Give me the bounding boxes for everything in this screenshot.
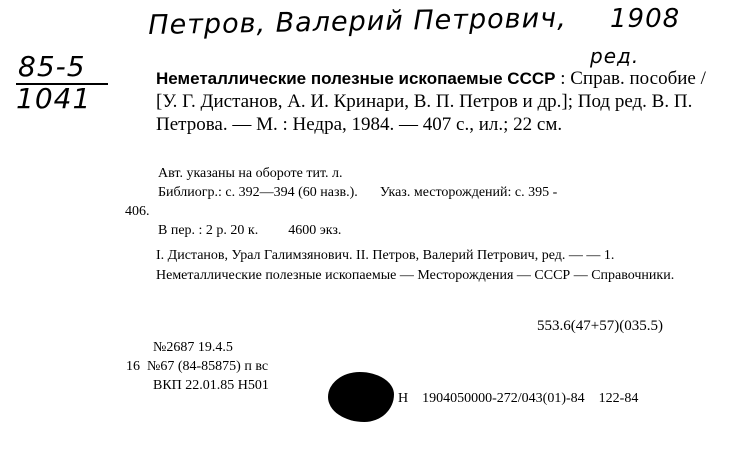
udc-classification: 553.6(47+57)(035.5) bbox=[537, 318, 663, 334]
handwritten-number: 1041 bbox=[16, 82, 92, 115]
service-row-2 bbox=[126, 357, 269, 376]
ink-blot bbox=[328, 372, 394, 422]
authors-note: Авт. указаны на обороте тит. л. bbox=[158, 166, 343, 181]
handwritten-role: ред. bbox=[590, 44, 640, 68]
handwritten-name: Петров, Валерий Петрович, bbox=[148, 2, 567, 41]
print-run: 4600 экз. bbox=[288, 223, 342, 238]
vkp-line: ВКП 22.01.85 Н501 bbox=[153, 378, 269, 393]
deposit-index-note: Указ. месторождений: с. 395 - bbox=[379, 185, 558, 200]
footer-code-line bbox=[398, 391, 638, 407]
bibliographic-entry bbox=[126, 67, 726, 136]
entry-title: Неметаллические полезные ископаемые СССР bbox=[156, 69, 556, 88]
handwritten-shelf-code: 85-5 bbox=[18, 50, 86, 83]
bibliography-note: Библиогр.: с. 392—394 (60 назв.). bbox=[158, 185, 358, 200]
footer-pages: 122-84 bbox=[598, 391, 639, 406]
handwritten-year: 1908 bbox=[610, 4, 681, 34]
notes-row-bibliography bbox=[158, 183, 557, 202]
footer-letter: Н bbox=[398, 391, 409, 406]
service-registration: №67 (84-85875) п вс bbox=[147, 359, 269, 374]
notes-row-price bbox=[158, 221, 557, 240]
tracing-text: I. Дистанов, Урал Галимзянович. II. Петров, Валерий Петрович, ред. — — 1. Неметаллические полезные ископаемые — Месторождения — СССР — Справочники. bbox=[156, 248, 675, 283]
notes-block bbox=[125, 164, 558, 240]
service-count: 16 bbox=[126, 359, 140, 374]
service-block bbox=[126, 338, 269, 395]
entry-description: : Справ. пособие / [У. Г. Дистанов, А. И. Кринари, В. П. Петров и др.]; Под ред. В. П. Петрова. — М. : Недра, 1984. — 407 с., ил.; 22 см. bbox=[156, 68, 706, 135]
footer-code: 1904050000-272/043(01)-84 bbox=[422, 391, 585, 406]
card-number: №2687 19.4.5 bbox=[153, 340, 233, 355]
binding-price: В пер. : 2 р. 20 к. bbox=[158, 223, 259, 238]
deposit-index-continuation: 406. bbox=[125, 204, 150, 219]
tracing-block bbox=[126, 246, 718, 286]
